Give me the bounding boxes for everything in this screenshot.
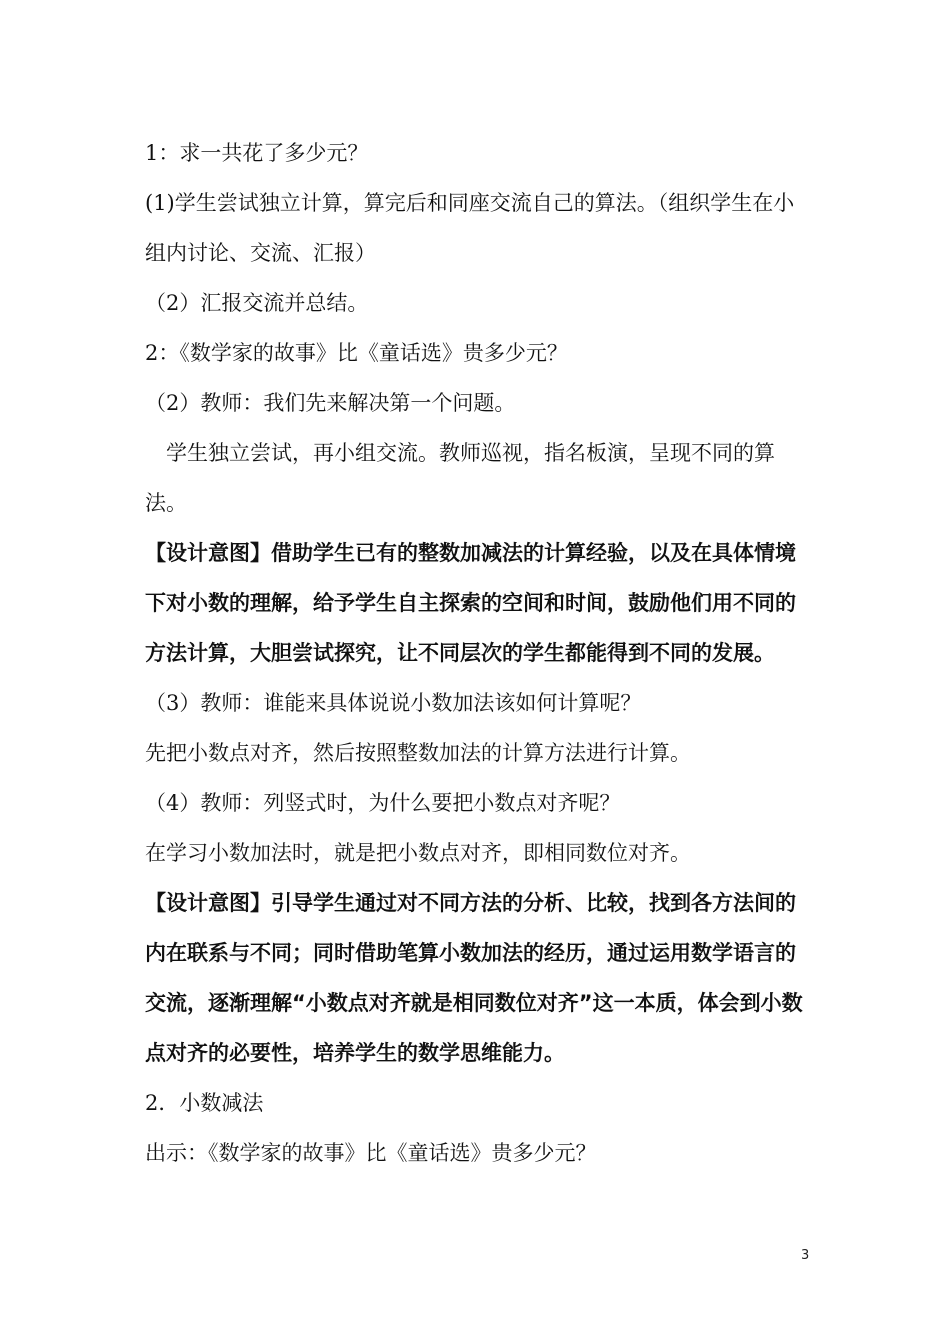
document-body xyxy=(145,128,807,1178)
paragraph-teacher-2: （2）教师：我们先来解决第一个问题。 xyxy=(145,391,516,415)
paragraph-student-try: 学生独立尝试，再小组交流。教师巡视，指名板演，呈现不同的算法。 xyxy=(145,441,775,515)
paragraph-design-intent-1: 【设计意图】借助学生已有的整数加减法的计算经验，以及在具体情境下对小数的理解，给予学生自主探索的空间和时间，鼓励他们用不同的方法计算，大胆尝试探究，让不同层次的学生都能得到不同的发展。 xyxy=(145,541,796,665)
paragraph-teacher-3: （3）教师：谁能来具体说说小数加法该如何计算呢？ xyxy=(145,691,642,715)
section-heading-subtraction: 2．小数减法 xyxy=(145,1091,264,1115)
paragraph-show-question: 出示：《数学家的故事》比《童话选》贵多少元？ xyxy=(145,1141,597,1165)
paragraph-question-1: 1：求一共花了多少元？ xyxy=(145,141,369,165)
paragraph-answer-3: 先把小数点对齐，然后按照整数加法的计算方法进行计算。 xyxy=(145,741,691,765)
page-number: 3 xyxy=(801,1248,810,1263)
paragraph-design-intent-2: 【设计意图】引导学生通过对不同方法的分析、比较，找到各方法间的内在联系与不同；同时借助笔算小数加法的经历，通过运用数学语言的交流，逐渐理解“小数点对齐就是相同数位对齐”这一本质，体会到小数点对齐的必要性，培养学生的数学思维能力。 xyxy=(145,891,803,1065)
paragraph-step-2-report: （2）汇报交流并总结。 xyxy=(145,291,369,315)
paragraph-step-1: (1)学生尝试独立计算，算完后和同座交流自己的算法。（组织学生在小组内讨论、交流、汇报） xyxy=(145,191,795,265)
paragraph-teacher-4: （4）教师：列竖式时，为什么要把小数点对齐呢？ xyxy=(145,791,621,815)
paragraph-question-2: 2：《数学家的故事》比《童话选》贵多少元？ xyxy=(145,341,568,365)
paragraph-answer-4: 在学习小数加法时，就是把小数点对齐，即相同数位对齐。 xyxy=(145,841,691,865)
